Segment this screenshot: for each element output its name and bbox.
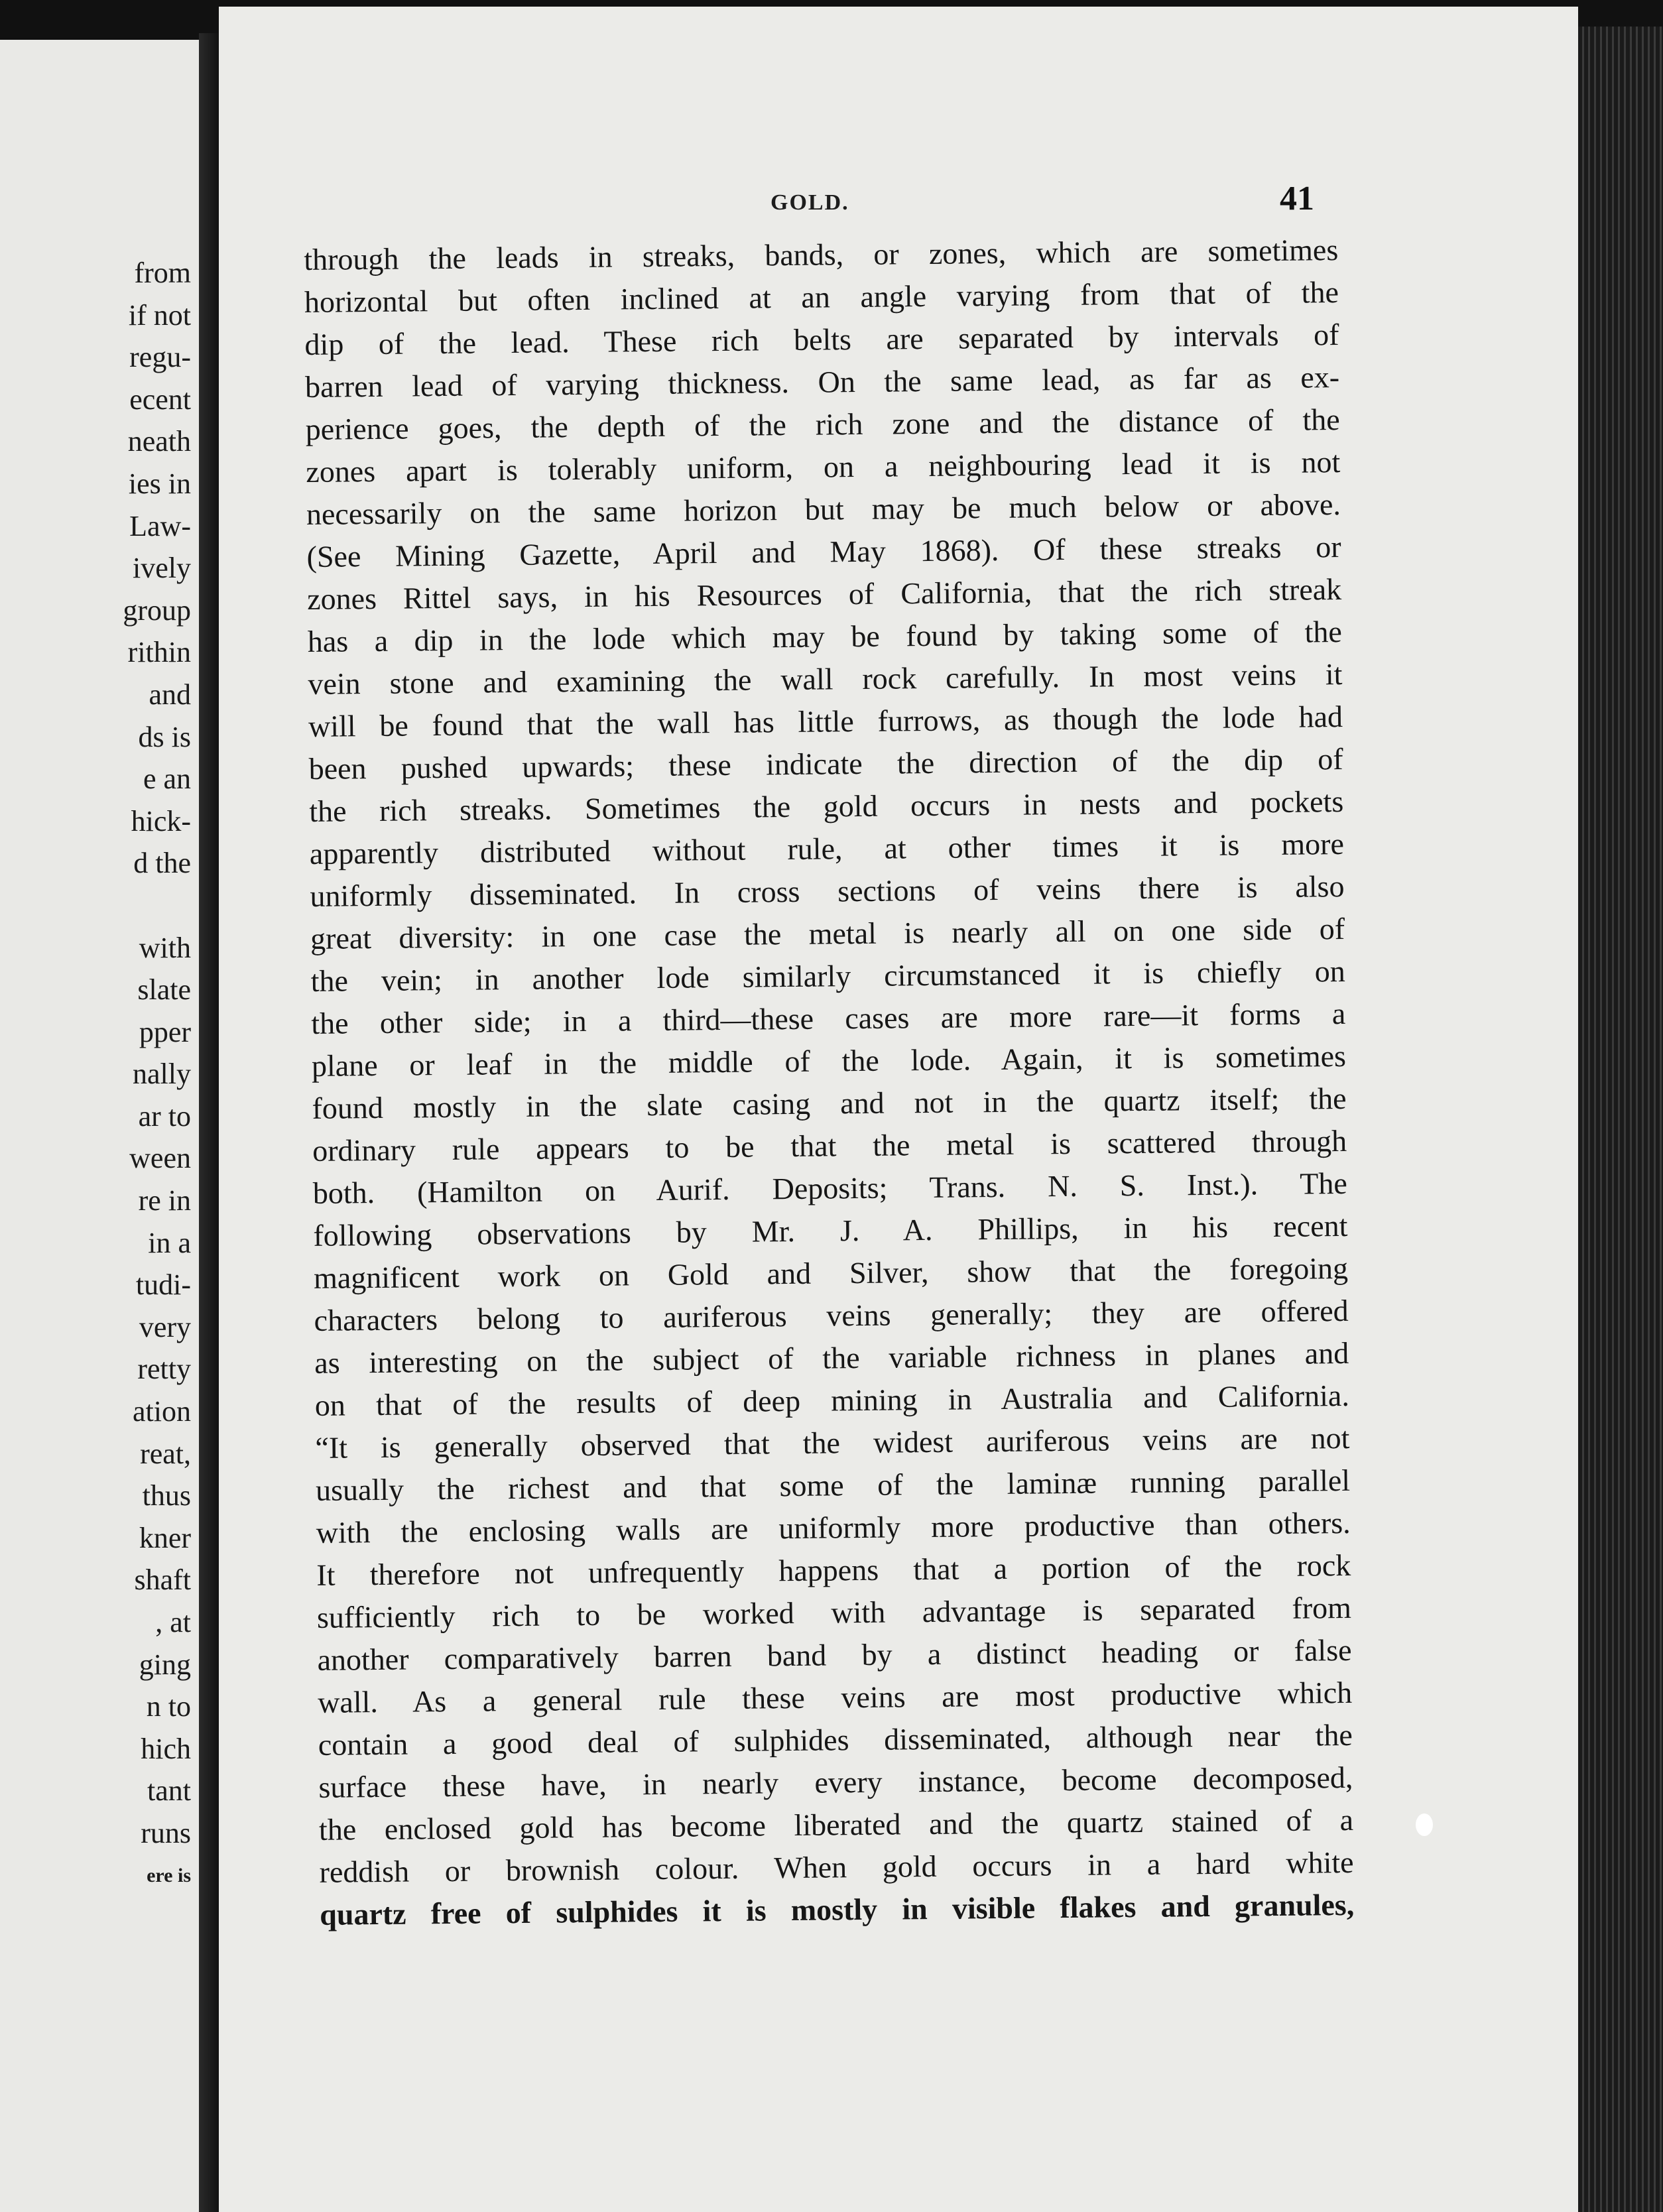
left-page-line: if not (128, 298, 191, 332)
left-page-line: reat, (140, 1437, 191, 1470)
body-line: as interesting on the subject of the variable richness in planes and (314, 1335, 1349, 1380)
left-page-line: ation (133, 1395, 191, 1428)
body-line: great diversity: in one case the metal is nearly all on one side of (310, 911, 1345, 955)
body-line: necessarily on the same horizon but may be much below or above. (306, 487, 1341, 531)
body-line: vein stone and examining the wall rock carefully. In most veins it (308, 656, 1343, 701)
body-line: ordinary rule appears to be that the metal is scattered through (312, 1123, 1347, 1168)
body-line: zones apart is tolerably uniform, on a neighbouring lead it is not (306, 445, 1341, 489)
page-edges (1578, 27, 1663, 2212)
body-line: sufficiently rich to be worked with advantage is separated from (316, 1590, 1352, 1634)
body-line: “It is generally observed that the widest auriferous veins are not (315, 1420, 1350, 1465)
body-line: perience goes, the depth of the rich zone and the distance of the (305, 402, 1340, 446)
body-line: dip of the lead. These rich belts are separated by intervals of (304, 318, 1339, 361)
body-line: with the enclosing walls are uniformly more productive than others. (316, 1505, 1351, 1550)
left-page-line: slate (137, 973, 191, 1007)
left-page-line: ere is (147, 1864, 191, 1886)
body-line: both. (Hamilton on Aurif. Deposits; Trans. N. S. Inst.). The (312, 1166, 1347, 1210)
body-line: plane or leaf in the middle of the lode. Again, it is sometimes (311, 1038, 1347, 1083)
left-page-line: with (139, 931, 191, 964)
left-page-line: ar to (138, 1099, 191, 1133)
left-page-line: neath (127, 425, 191, 458)
left-page-line: , at (155, 1606, 191, 1638)
left-page-line: regu- (129, 341, 191, 374)
body-line: (See Mining Gazette, April and May 1868). Of these streaks or (306, 530, 1341, 574)
body-text (304, 229, 1355, 1936)
left-page-line: hick- (131, 804, 191, 837)
left-page-line: ively (133, 552, 191, 585)
body-line: It therefore not unfrequently happens that a portion of the rock (316, 1548, 1351, 1592)
running-head-title: GOLD. (770, 190, 849, 215)
left-page-line: ecent (129, 383, 191, 416)
body-line: apparently distributed without rule, at other times it is more (309, 826, 1345, 871)
left-page-line: tudi- (135, 1268, 191, 1302)
left-page-line: in a (148, 1226, 191, 1259)
left-page-line: tant (147, 1774, 191, 1808)
right-page (219, 7, 1578, 2212)
body-line: on that of the results of deep mining in Australia and California. (314, 1378, 1350, 1422)
body-line: the rich streaks. Sometimes the gold occurs in nests and pockets (309, 784, 1344, 828)
body-line: contain a good deal of sulphides disseminated, although near the (318, 1717, 1353, 1762)
left-page-line: ies in (128, 467, 191, 500)
body-line: the other side; in a third—these cases are more rare—it forms a (311, 996, 1346, 1040)
body-line: the vein; in another lode similarly circumstanced it is chiefly on (310, 953, 1345, 998)
body-line: reddish or brownish colour. When gold occurs in a hard white (319, 1845, 1354, 1889)
body-line: following observations by Mr. J. A. Phillips, in his recent (313, 1208, 1348, 1253)
left-page-line: n to (146, 1690, 191, 1723)
body-line: through the leads in streaks, bands, or zones, which are sometimes (304, 233, 1339, 276)
left-page-line: runs (141, 1816, 191, 1849)
body-line: found mostly in the slate casing and not in the quartz itself; the (312, 1081, 1347, 1125)
body-line: another comparatively barren band by a distinct heading or false (317, 1632, 1352, 1677)
left-facing-page (0, 40, 199, 2212)
body-line: wall. As a general rule these veins are most productive which (317, 1675, 1353, 1719)
body-line: has a dip in the lode which may be found by taking some of the (307, 614, 1343, 658)
body-line: usually the richest and that some of the laminæ running parallel (315, 1463, 1351, 1507)
left-page-line: kner (139, 1521, 191, 1554)
left-page-line (123, 885, 191, 927)
body-line: the enclosed gold has become liberated and the quartz stained of a (318, 1802, 1354, 1847)
left-page-line: retty (137, 1353, 191, 1386)
left-page-line: very (139, 1310, 191, 1343)
page-number: 41 (1280, 180, 1314, 217)
left-page-line: hich (141, 1732, 191, 1765)
body-line: will be found that the wall has little furrows, as though the lode had (308, 699, 1343, 743)
body-line: horizontal but often inclined at an angle varying from that of the (304, 275, 1339, 319)
body-line: magnificent work on Gold and Silver, show that the foregoing (313, 1251, 1349, 1295)
left-page-text-column (123, 252, 191, 1896)
left-page-line: d the (133, 847, 191, 880)
body-line: barren lead of varying thickness. On the same lead, as far as ex- (304, 360, 1340, 404)
left-page-line: re in (138, 1184, 191, 1217)
left-page-line: ging (139, 1648, 191, 1681)
left-page-line: ween (129, 1142, 191, 1175)
body-line: uniformly disseminated. In cross sections of veins there is also (310, 869, 1345, 913)
left-page-line: thus (142, 1479, 191, 1512)
left-page-line: pper (139, 1015, 191, 1048)
left-page-line: e an (143, 763, 191, 796)
body-line: quartz free of sulphides it is mostly in visible flakes and granules, (320, 1887, 1355, 1932)
left-page-line: from (134, 257, 191, 289)
left-page-line: ds is (138, 720, 191, 753)
scan-speck (1416, 1813, 1433, 1836)
body-line: zones Rittel says, in his Resources of California, that the rich streak (306, 572, 1342, 616)
body-line: been pushed upwards; these indicate the direction of the dip of (308, 741, 1343, 786)
left-page-line: rithin (127, 636, 191, 669)
left-page-line: shaft (134, 1564, 191, 1597)
body-line: characters belong to auriferous veins generally; they are offered (314, 1293, 1349, 1337)
left-page-line: group (123, 593, 191, 627)
left-page-line: Law- (129, 509, 191, 542)
left-page-line: and (149, 678, 191, 711)
body-line: surface these have, in nearly every instance, become decomposed, (318, 1760, 1353, 1804)
left-page-line: nally (133, 1058, 191, 1091)
